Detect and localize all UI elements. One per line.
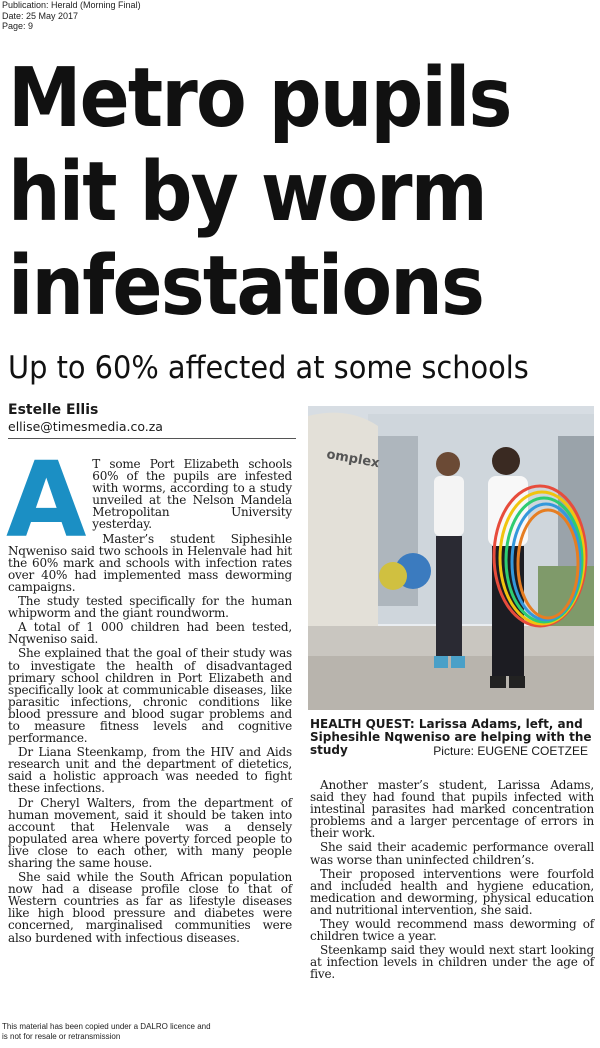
headline <box>8 52 598 334</box>
article-paragraph: Dr Cheryl Walters, from the department of human movement, said it should be taken into account that Helenvale was a densely populated area where poverty forced people to live close to each other, with many people sharing the same house. <box>8 795 292 870</box>
headline-line-2: hit by worm <box>8 145 486 240</box>
publication-date: Date: 25 May 2017 <box>2 10 79 21</box>
article-paragraph: The study tested specifically for the human whipworm and the giant roundworm. <box>8 594 292 621</box>
article-paragraph: Dr Liana Steenkamp, from the HIV and Aids research unit and the department of dietetics, said a holistic approach was needed to fight these infections. <box>8 745 292 796</box>
article-paragraph: She said while the South African population now had a disease profile close to that of Western countries as far as lifestyle diseases like high blood pressure and diabetes were concerned, marginalised communities were also burdened with infectious diseases. <box>8 870 292 945</box>
article-paragraph: Their proposed interventions were fourfold and included health and hygiene education, medication and deworming, physical education and nutritional intervention, she said. <box>310 866 594 917</box>
photo-caption <box>310 718 594 758</box>
article-paragraph: A total of 1 000 children had been tested, Nqweniso said. <box>8 620 292 647</box>
photo-illustration <box>308 406 594 710</box>
caption-label: HEALTH QUEST: <box>310 717 415 731</box>
article-paragraph: Another master’s student, Larissa Adams, said they had found that pupils infected with intestinal parasites had marked concentration problems and a larger percentage of errors in their work. <box>310 778 594 841</box>
article-paragraph: Master’s student Siphesihle Nqweniso said two schools in Helenvale had hit the 60% mark and schools with infection rates over 40% had implemented mass deworming campaigns. <box>8 531 292 594</box>
headline-line-3: infestations <box>8 239 484 334</box>
publication-name: Publication: Herald (Morning Final) <box>2 0 141 10</box>
article-paragraph: She said their academic performance overall was worse than uninfected children’s. <box>310 840 594 867</box>
author-email: ellise@timesmedia.co.za <box>8 419 296 439</box>
licence-notice <box>2 1022 211 1042</box>
article-paragraph: A T some Port Elizabeth schools 60% of the pupils are infested with worms, according to a study unveiled at the Nelson Mandela Metropolitan University yesterday. <box>6 439 292 561</box>
publication-meta <box>2 0 141 32</box>
photo-credit: Picture: EUGENE COETZEE <box>433 744 588 758</box>
article-paragraph: She explained that the goal of their study was to investigate the health of disadvantaged primary school children in Port Elizabeth and specifically look at communicable diseases, like parasitic infections, chronic conditions like blood pressure and blood sugar problems and to measure fitness levels and cognitive performance. <box>8 646 292 746</box>
byline <box>8 402 296 439</box>
licence-line-2: is not for resale or retransmission <box>2 1032 121 1041</box>
article-paragraph: They would recommend mass deworming of children twice a year. <box>310 917 594 944</box>
publication-page: Page: 9 <box>2 21 34 31</box>
drop-cap: A <box>6 439 87 561</box>
building-sign-text: omplex <box>325 447 381 472</box>
licence-line-1: This material has been copied under a DALRO licence and <box>2 1022 211 1031</box>
headline-line-1: Metro pupils <box>8 51 511 146</box>
caption-text: Larissa Adams, left, and Siphesihle Nqweniso are helping with the study <box>310 717 592 757</box>
article-column-left <box>6 439 292 946</box>
article-photo <box>308 406 594 710</box>
article-column-right <box>310 779 594 983</box>
subheadline: Up to 60% affected at some schools <box>8 350 529 386</box>
author-name: Estelle Ellis <box>8 402 99 418</box>
article-paragraph: Steenkamp said they would next start looking at infection levels in children under the age of five. <box>310 943 594 982</box>
